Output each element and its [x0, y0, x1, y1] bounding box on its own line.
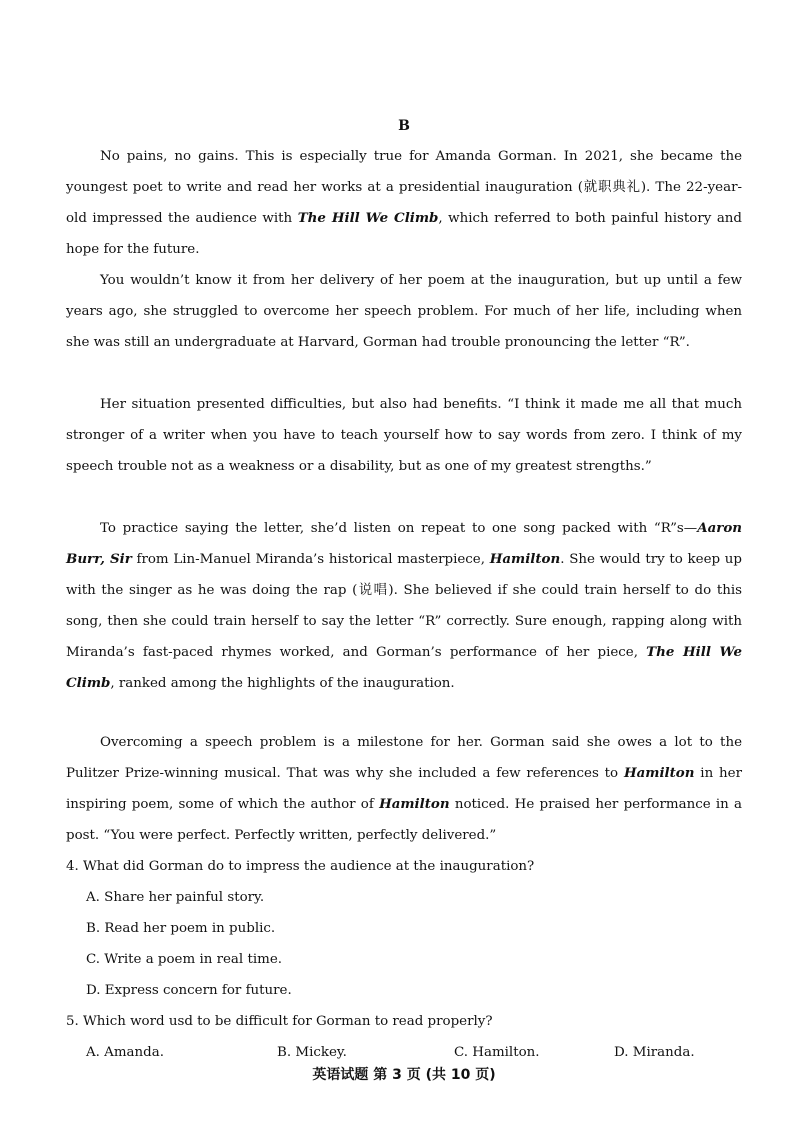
page-footer: 英语试题 第 3 页 (共 10 页) [312, 1067, 496, 1083]
poem-title: The Hill We Climb [297, 210, 439, 226]
musical-title: Hamilton [489, 551, 561, 567]
poem-title: The Hill We Climb [66, 644, 742, 691]
passage-paragraph-2: You wouldn’t know it from her delivery of her poem at the inauguration, but up until a few years ago, she struggled to overcome her speech problem. For much of her life, including when she was still an undergraduate at Harvard, Gorman had trouble pronouncing the letter “R”. [66, 273, 742, 350]
passage-paragraph-1: No pains, no gains. This is especially true for Amanda Gorman. In 2021, she became the youngest poet to write and read her works at a presidential inauguration (就职典礼). The 22-year-old impressed the audience with The Hill We Climb, which referred to both painful history and hope for the future. [66, 149, 742, 257]
question-4-option-b[interactable]: B. Read her poem in public. [86, 921, 276, 936]
question-5-option-b[interactable]: B. Mickey. [277, 1045, 347, 1060]
section-label: B [398, 118, 410, 134]
passage-paragraph-3: Her situation presented difficulties, but also had benefits. “I think it made me all that much stronger of a writer when you have to teach yourself how to say words from zero. I think of my speech trouble not as a weakness or a disability, but as one of my greatest strengths.” [66, 397, 742, 474]
question-5-stem: 5. Which word usd to be difficult for Gorman to read properly? [66, 1014, 493, 1029]
question-4-option-d[interactable]: D. Express concern for future. [86, 983, 292, 998]
passage-paragraph-4: To practice saying the letter, she’d listen on repeat to one song packed with “R”s—Aaron Burr, Sir from Lin-Manuel Miranda’s historical masterpiece, Hamilton. She would try to keep up with the singer as he was doing the rap (说唱). She believed if she could train herself to do this song, then she could train herself to say the letter “R” correctly. Sure enough, rapping along with Miranda’s fast-paced rhymes worked, and Gorman’s performance of her piece, The Hill We Climb, ranked among the highlights of the inauguration. [66, 520, 742, 691]
song-title: Aaron Burr, Sir [66, 520, 742, 567]
musical-title: Hamilton [379, 796, 450, 812]
question-4-option-a[interactable]: A. Share her painful story. [86, 890, 265, 905]
question-4-stem: 4. What did Gorman do to impress the audience at the inauguration? [66, 859, 535, 874]
question-5-option-c[interactable]: C. Hamilton. [454, 1045, 540, 1060]
passage-paragraph-5: Overcoming a speech problem is a milestone for her. Gorman said she owes a lot to the Pulitzer Prize-winning musical. That was why she included a few references to Hamilton in her inspiring poem, some of which the author of Hamilton noticed. He praised her performance in a post. “You were perfect. Perfectly written, perfectly delivered.” [66, 735, 742, 843]
question-5-option-d[interactable]: D. Miranda. [614, 1045, 695, 1060]
musical-title: Hamilton [623, 765, 695, 781]
question-4-option-c[interactable]: C. Write a poem in real time. [86, 952, 282, 967]
question-5-option-a[interactable]: A. Amanda. [86, 1045, 164, 1060]
